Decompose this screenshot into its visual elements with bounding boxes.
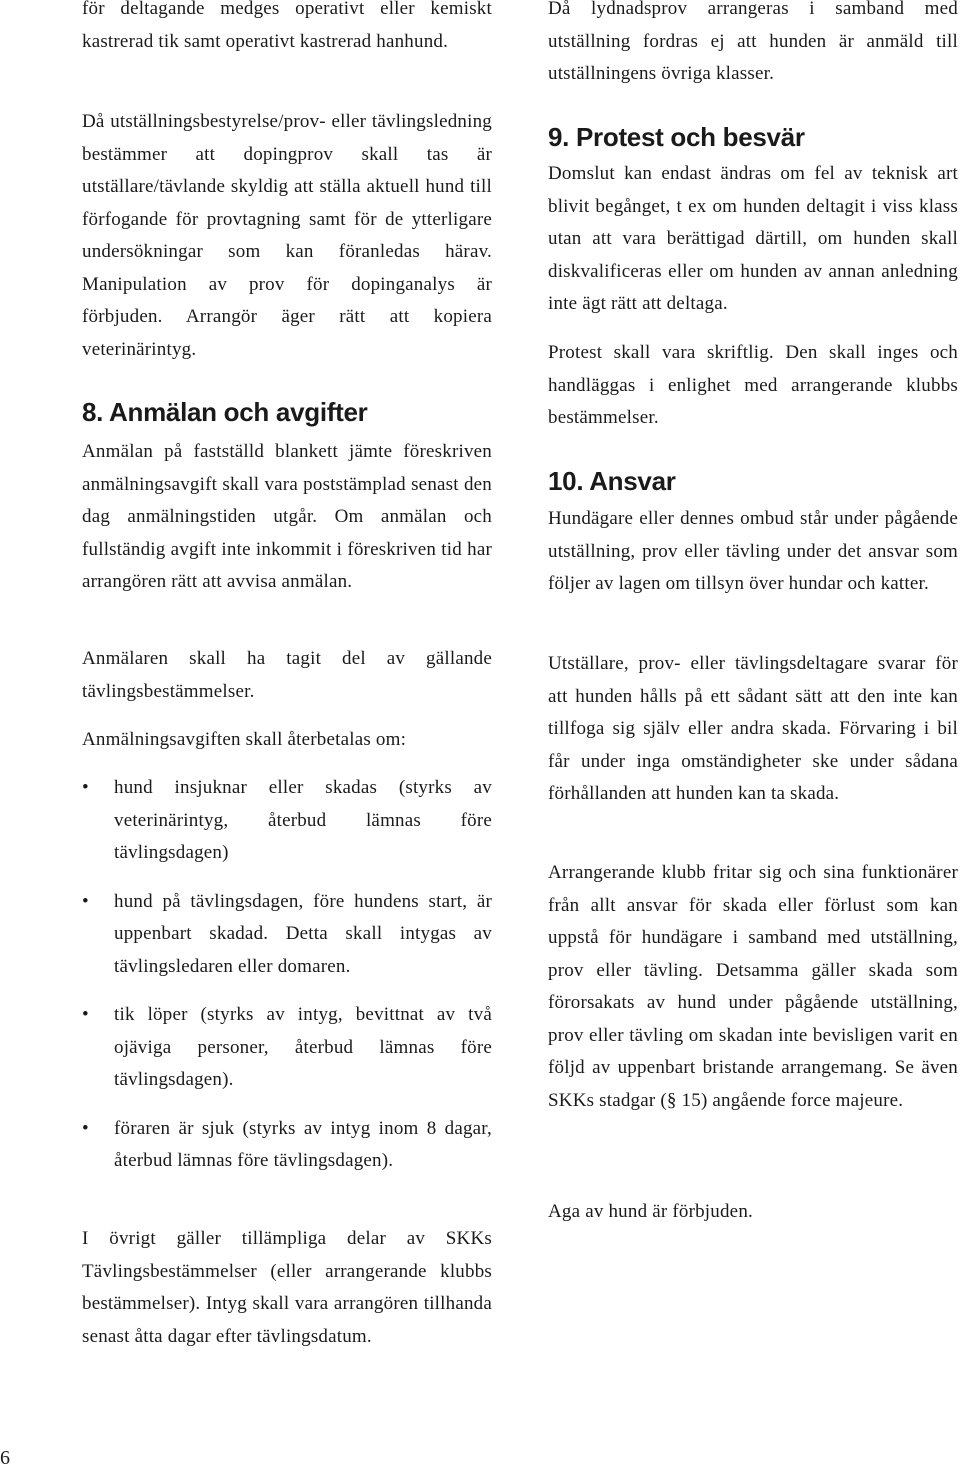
paragraph-hundagare: Hundägare eller dennes ombud står under pågående utställning, prov eller tävling under det ansvar som följer av lagen om tillsyn över hundar och katter. — [548, 508, 958, 594]
section-8-heading: 8. Anmälan och avgifter — [82, 397, 368, 427]
list-item — [82, 772, 492, 870]
paragraph-anmalan: Anmälan på fastställd blankett jämte föreskriven anmälningsavgift skall vara poststämplad senast den dag anmälningstiden utgår. Om anmälan och fullständig avgift inte inkommit i föreskriven tid har arrangören rätt att avvisa anmälan. — [82, 441, 492, 592]
paragraph-doping: Då utställningsbestyrelse/prov- eller tävlingsledning bestämmer att dopingprov skall tas är utställare/tävlande skyldig att ställa aktuell hund till förfogande för provtagning samt för de ytterligare undersökningar som kan föranledas härav. Manipulation av prov för dopinganalys är förbjuden. Arrangör äger rätt att kopiera veterinärintyg. — [82, 111, 492, 360]
paragraph-utstallare: Utställare, prov- eller tävlingsdeltagare svarar för att hunden hålls på ett sådant sätt att den inte kan tillfoga sig själv eller andra skada. Förvaring i bil får under inga omständigheter ske under sådana förhållanden att hunden kan ta skada. — [548, 653, 958, 804]
bullet-icon: • — [82, 1117, 89, 1139]
bullet-icon: • — [82, 890, 89, 912]
list-item-text: hund på tävlingsdagen, före hundens start, är uppenbart skadad. Detta skall intygas av tävlingsledaren eller domaren. — [114, 890, 492, 977]
paragraph-anmalaren: Anmälaren skall ha tagit del av gällande tävlingsbestämmelser. — [82, 648, 492, 702]
paragraph-aga: Aga av hund är förbjuden. — [548, 1201, 753, 1222]
paragraph-aterbetalas: Anmälningsavgiften skall återbetalas om: — [82, 729, 407, 750]
paragraph-arrangerande: Arrangerande klubb fritar sig och sina funktionärer från allt ansvar för skada eller förlust som kan uppstå för hundägare i samband med utställning, prov eller tävling. Detsamma gäller skada som förorsakats av hund under pågående utställning, prov eller tävling om skadan inte bevisligen varit en följd av uppenbart bristande arrangemang. Se även SKKs stadgar (§ 15) angående force majeure. — [548, 862, 958, 1111]
bullet-icon: • — [82, 1004, 89, 1025]
paragraph-lydnad: Då lydnadsprov arrangeras i samband med utställning fordras ej att hunden är anmäld till utställningens övriga klasser. — [548, 0, 958, 84]
paragraph-ovrigt: I övrigt gäller tillämpliga delar av SKKs Tävlingsbestämmelser (eller arrangerande klubbs bestämmelser). Intyg skall vara arrangören tillhanda senast åtta dagar efter tävlingsdatum. — [82, 1228, 492, 1347]
list-item — [82, 1113, 492, 1178]
section-10-heading: 10. Ansvar — [548, 466, 676, 496]
section-9-heading: 9. Protest och besvär — [548, 122, 805, 152]
list-item-text: tik löper (styrks av intyg, bevittnat av två ojäviga personer, återbud lämnas före tävlingsdagen). — [114, 1004, 492, 1090]
list-item-text: föraren är sjuk (styrks av intyg inom 8 dagar, återbud lämnas före tävlingsdagen). — [114, 1117, 492, 1171]
list-item-text: hund insjuknar eller skadas (styrks av veterinärintyg, återbud lämnas före tävlingsdagen) — [114, 777, 492, 863]
page-number: 6 — [0, 1447, 10, 1469]
list-item — [82, 999, 492, 1097]
list-item — [82, 886, 492, 984]
refund-conditions-list — [82, 772, 492, 1178]
paragraph-protest: Protest skall vara skriftlig. Den skall inges och handläggas i enlighet med arrangerande klubbs bestämmelser. — [548, 342, 958, 428]
bullet-icon: • — [82, 777, 89, 798]
paragraph-domslut: Domslut kan endast ändras om fel av teknisk art blivit begånget, t ex om hunden deltagit i viss klass utan att vara berättigad därtill, om hunden skall diskvalificeras eller om hunden av annan anledning inte ägt rätt att deltaga. — [548, 163, 958, 314]
paragraph-continued: för deltagande medges operativt eller kemiskt kastrerad tik samt operativt kastrerad hanhund. — [82, 0, 492, 52]
